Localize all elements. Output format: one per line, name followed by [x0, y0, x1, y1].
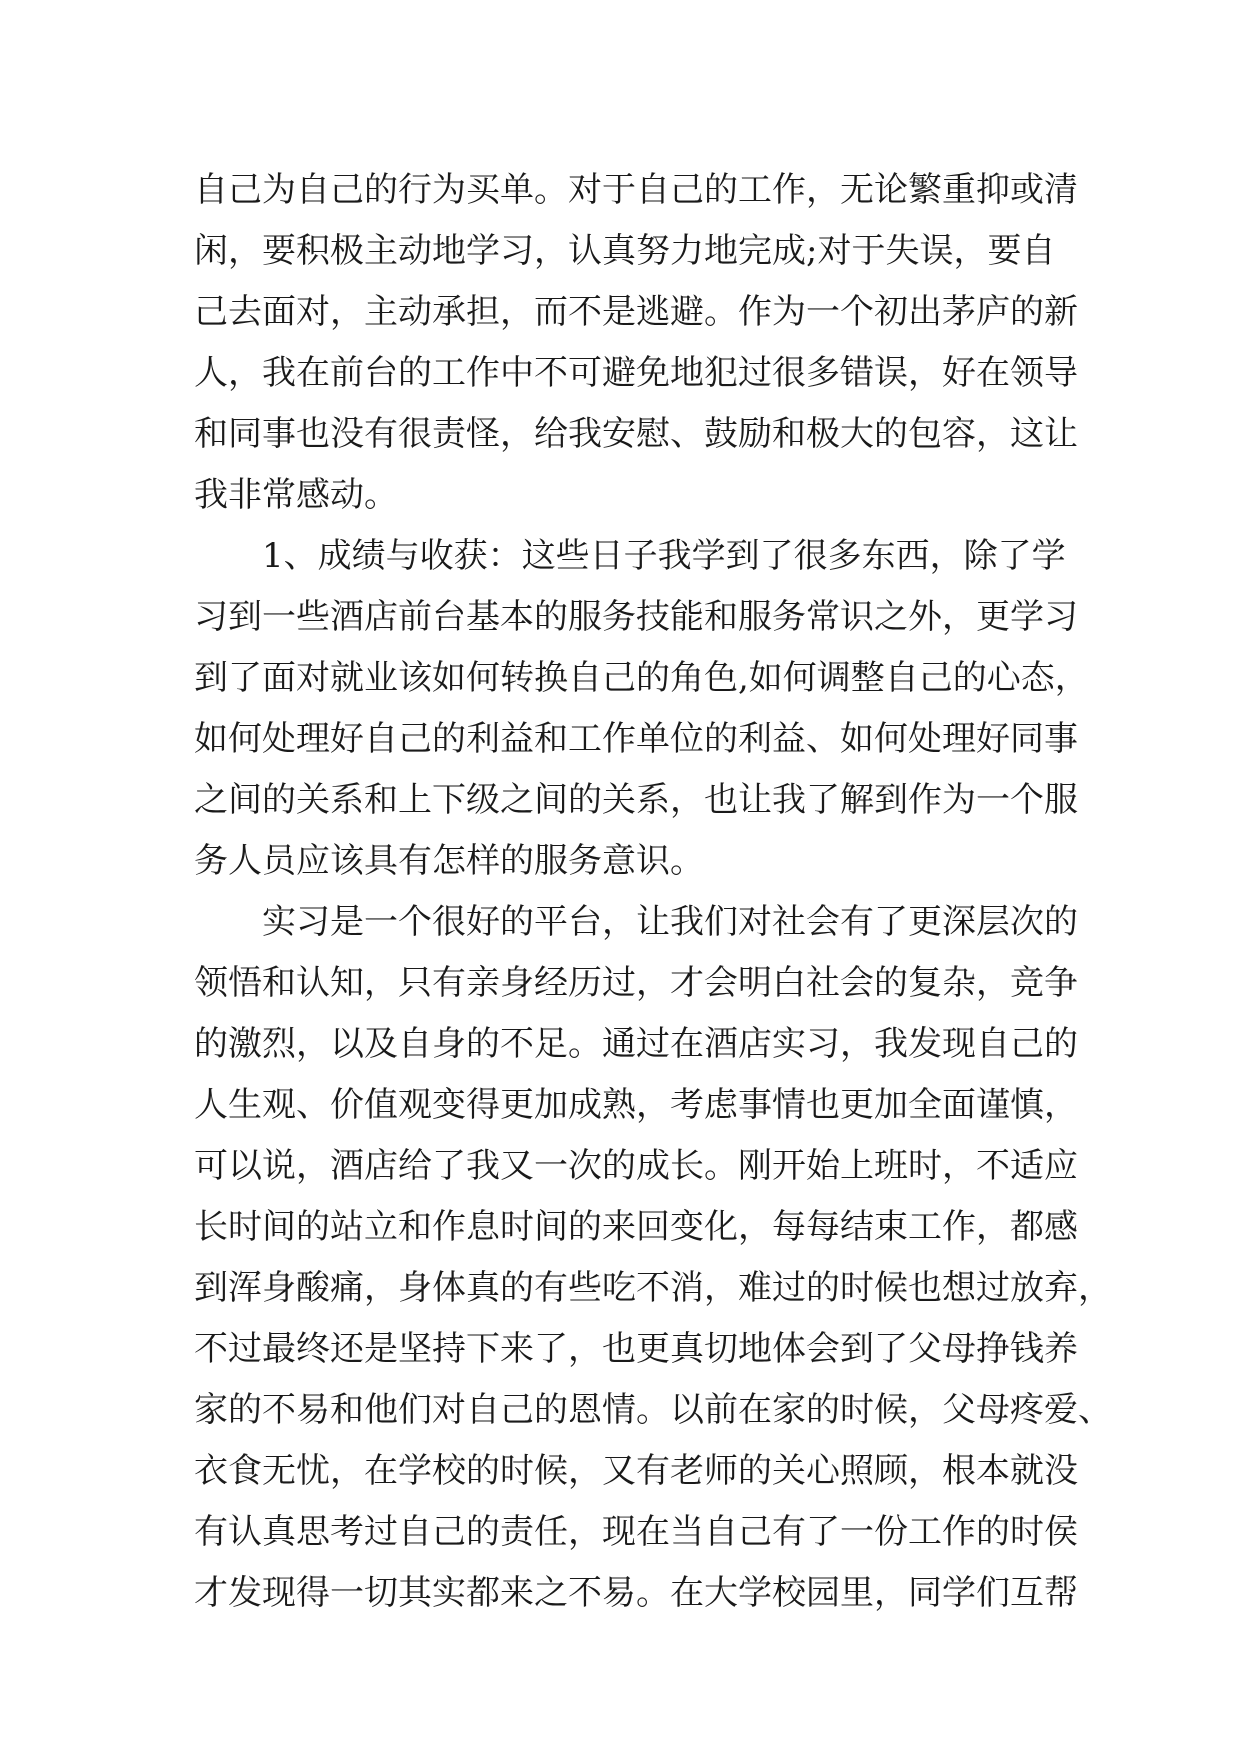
- text-line: 习到一些酒店前台基本的服务技能和服务常识之外，更学习: [194, 597, 1078, 637]
- text-line: 闲，要积极主动地学习，认真努力地完成;对于失误，要自: [194, 231, 1056, 271]
- text-line: 我非常感动。: [194, 475, 398, 515]
- text-line: 己去面对，主动承担，而不是逃避。作为一个初出茅庐的新: [194, 292, 1078, 332]
- text-line: 自己为自己的行为买单。对于自己的工作，无论繁重抑或清: [194, 170, 1078, 210]
- text-line: 家的不易和他们对自己的恩情。以前在家的时候，父母疼爱、: [194, 1390, 1112, 1430]
- body-text: [194, 160, 1112, 1624]
- text-line: 长时间的站立和作息时间的来回变化，每每结束工作，都感: [194, 1207, 1078, 1247]
- paragraph-start-line: 实习是一个很好的平台，让我们对社会有了更深层次的: [262, 902, 1078, 942]
- text-line: 和同事也没有很责怪，给我安慰、鼓励和极大的包容，这让: [194, 414, 1078, 454]
- text-line: 到浑身酸痛，身体真的有些吃不消，难过的时候也想过放弃，: [194, 1268, 1112, 1308]
- text-line: 才发现得一切其实都来之不易。在大学校园里，同学们互帮: [194, 1573, 1078, 1613]
- text-line: 到了面对就业该如何转换自己的角色,如何调整自己的心态，: [194, 658, 1089, 698]
- paragraph-start-line: 1、成绩与收获：这些日子我学到了很多东西，除了学: [262, 536, 1066, 576]
- text-line: 不过最终还是坚持下来了，也更真切地体会到了父母挣钱养: [194, 1329, 1078, 1369]
- text-line: 有认真思考过自己的责任，现在当自己有了一份工作的时侯: [194, 1512, 1078, 1552]
- text-line: 人，我在前台的工作中不可避免地犯过很多错误，好在领导: [194, 353, 1078, 393]
- text-line: 可以说，酒店给了我又一次的成长。刚开始上班时，不适应: [194, 1146, 1078, 1186]
- text-line: 领悟和认知，只有亲身经历过，才会明白社会的复杂，竞争: [194, 963, 1078, 1003]
- text-line: 的激烈，以及自身的不足。通过在酒店实习，我发现自己的: [194, 1024, 1078, 1064]
- text-line: 如何处理好自己的利益和工作单位的利益、如何处理好同事: [194, 719, 1078, 759]
- text-line: 之间的关系和上下级之间的关系，也让我了解到作为一个服: [194, 780, 1078, 820]
- text-line: 衣食无忧，在学校的时候，又有老师的关心照顾，根本就没: [194, 1451, 1078, 1491]
- text-line: 人生观、价值观变得更加成熟，考虑事情也更加全面谨慎，: [194, 1085, 1078, 1125]
- text-line: 务人员应该具有怎样的服务意识。: [194, 841, 704, 881]
